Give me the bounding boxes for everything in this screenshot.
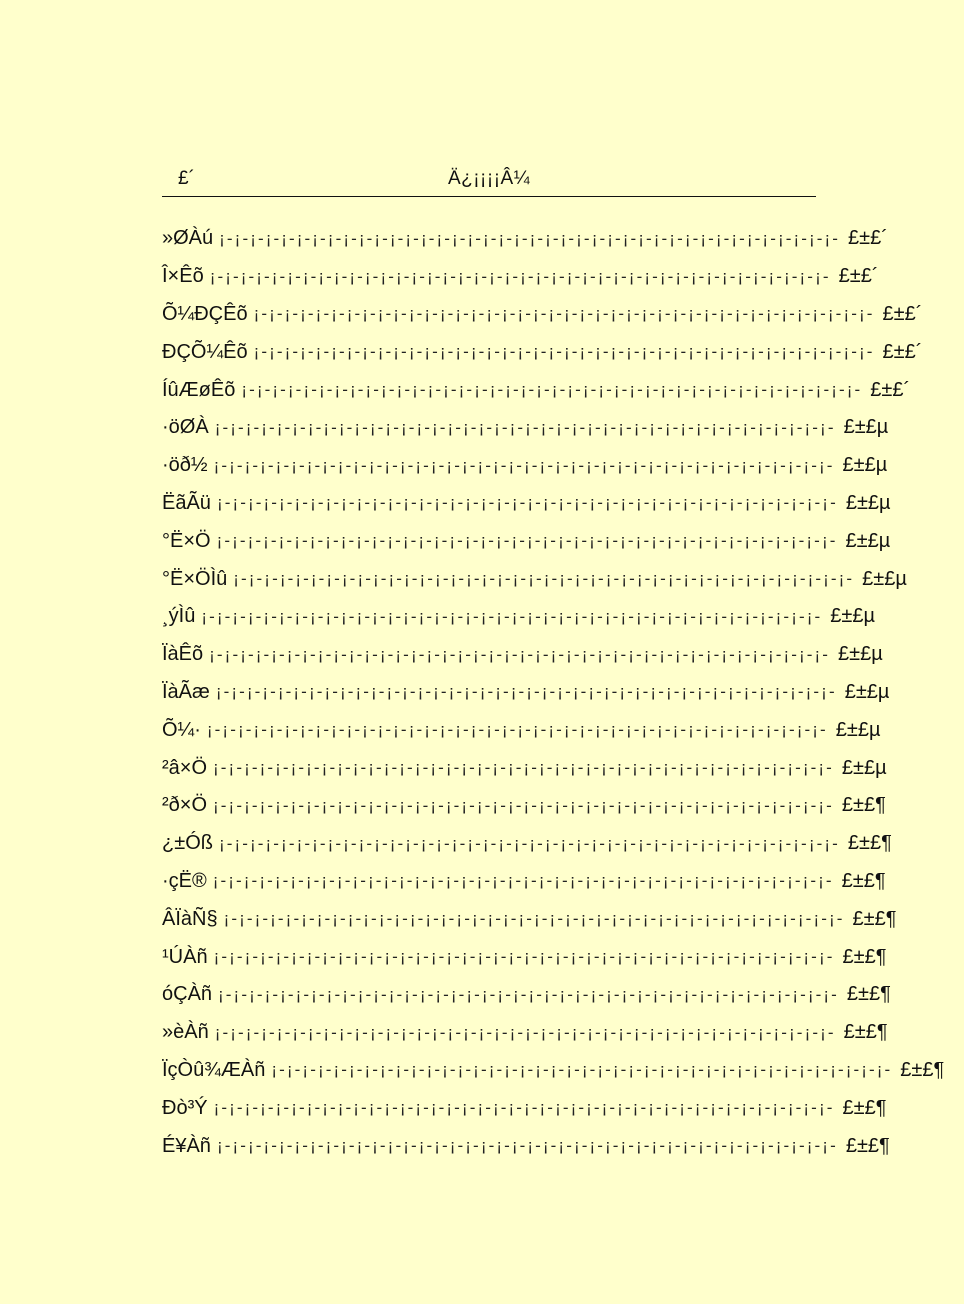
toc-entry-title: ËãÃü — [162, 491, 211, 514]
toc-entry-title: Ðò³Ý — [162, 1096, 208, 1119]
toc-entry[interactable] — [162, 333, 923, 371]
toc-entry[interactable] — [162, 711, 881, 749]
toc-dot-leader: ¡-¡-¡-¡-¡-¡-¡-¡-¡-¡-¡-¡-¡-¡-¡-¡-¡-¡-¡-¡-¡-¡-¡-¡-¡-¡-¡-¡-¡-¡-¡-¡-¡-¡-¡-¡-¡-¡-¡-¡- — [214, 1022, 836, 1042]
toc-entry-title: ·öð½ — [162, 454, 208, 477]
toc-entry-page: £±£µ — [844, 680, 890, 703]
toc-entry-title: ÏàÊõ — [162, 643, 204, 666]
toc-entry-title: ÐÇÕ¼Êõ — [162, 340, 248, 363]
toc-entry-title: ¿±Óß — [162, 832, 213, 855]
toc-dot-leader: ¡-¡-¡-¡-¡-¡-¡-¡-¡-¡-¡-¡-¡-¡-¡-¡-¡-¡-¡-¡-¡-¡-¡-¡-¡-¡-¡-¡-¡-¡-¡-¡-¡-¡-¡-¡-¡-¡-¡-¡- — [271, 1060, 893, 1080]
toc-dot-leader: ¡-¡-¡-¡-¡-¡-¡-¡-¡-¡-¡-¡-¡-¡-¡-¡-¡-¡-¡-¡-¡-¡-¡-¡-¡-¡-¡-¡-¡-¡-¡-¡-¡-¡-¡-¡-¡-¡-¡-¡- — [209, 266, 831, 286]
toc-entry[interactable] — [162, 522, 891, 560]
toc-entry[interactable] — [162, 749, 887, 787]
toc-entry-page: £±£µ — [843, 416, 889, 439]
toc-entry[interactable] — [162, 485, 891, 523]
toc-dot-leader: ¡-¡-¡-¡-¡-¡-¡-¡-¡-¡-¡-¡-¡-¡-¡-¡-¡-¡-¡-¡-¡-¡-¡-¡-¡-¡-¡-¡-¡-¡-¡-¡-¡-¡-¡-¡-¡-¡-¡-¡- — [216, 493, 838, 513]
toc-entry-page: £±£¶ — [842, 945, 887, 968]
toc-entry[interactable] — [162, 560, 907, 598]
toc-entry-page: £±£µ — [830, 605, 875, 628]
toc-entry[interactable] — [162, 296, 923, 334]
toc-entry-page: £±£´ — [882, 302, 923, 325]
toc-entry[interactable] — [162, 976, 891, 1014]
toc-entry[interactable] — [162, 636, 883, 674]
toc-dot-leader: ¡-¡-¡-¡-¡-¡-¡-¡-¡-¡-¡-¡-¡-¡-¡-¡-¡-¡-¡-¡-¡-¡-¡-¡-¡-¡-¡-¡-¡-¡-¡-¡-¡-¡-¡-¡-¡-¡-¡-¡- — [209, 644, 831, 664]
toc-entry-title: ·çË® — [162, 869, 207, 892]
toc-dot-leader: ¡-¡-¡-¡-¡-¡-¡-¡-¡-¡-¡-¡-¡-¡-¡-¡-¡-¡-¡-¡-¡-¡-¡-¡-¡-¡-¡-¡-¡-¡-¡-¡-¡-¡-¡-¡-¡-¡-¡-¡- — [241, 380, 863, 400]
toc-dot-leader: ¡-¡-¡-¡-¡-¡-¡-¡-¡-¡-¡-¡-¡-¡-¡-¡-¡-¡-¡-¡-¡-¡-¡-¡-¡-¡-¡-¡-¡-¡-¡-¡-¡-¡-¡-¡-¡-¡-¡-¡- — [213, 758, 834, 778]
toc-dot-leader: ¡-¡-¡-¡-¡-¡-¡-¡-¡-¡-¡-¡-¡-¡-¡-¡-¡-¡-¡-¡-¡-¡-¡-¡-¡-¡-¡-¡-¡-¡-¡-¡-¡-¡-¡-¡-¡-¡-¡-¡- — [216, 531, 838, 551]
toc-entry-page: £±£¶ — [847, 832, 892, 855]
toc-entry-page: £±£µ — [845, 491, 891, 514]
toc-entry-title: Î×Êõ — [162, 265, 204, 288]
toc-dot-leader: ¡-¡-¡-¡-¡-¡-¡-¡-¡-¡-¡-¡-¡-¡-¡-¡-¡-¡-¡-¡-¡-¡-¡-¡-¡-¡-¡-¡-¡-¡-¡-¡-¡-¡-¡-¡-¡-¡-¡-¡- — [218, 833, 840, 853]
toc-entry[interactable] — [162, 220, 888, 258]
toc-entry[interactable] — [162, 1127, 890, 1165]
toc-entry[interactable] — [162, 447, 888, 485]
toc-entry-title: ÏçÒû¾ÆÀñ — [162, 1058, 266, 1081]
toc-dot-leader: ¡-¡-¡-¡-¡-¡-¡-¡-¡-¡-¡-¡-¡-¡-¡-¡-¡-¡-¡-¡-¡-¡-¡-¡-¡-¡-¡-¡-¡-¡-¡-¡-¡-¡-¡-¡-¡-¡-¡-¡- — [218, 984, 839, 1004]
toc-entry-page: £±£´ — [870, 378, 911, 401]
toc-entry[interactable] — [162, 900, 897, 938]
toc-entry[interactable] — [162, 674, 890, 712]
toc-entry-page: £±£µ — [838, 643, 883, 666]
toc-dot-leader: ¡-¡-¡-¡-¡-¡-¡-¡-¡-¡-¡-¡-¡-¡-¡-¡-¡-¡-¡-¡-¡-¡-¡-¡-¡-¡-¡-¡-¡-¡-¡-¡-¡-¡-¡-¡-¡-¡-¡-¡- — [201, 606, 823, 626]
toc-entry-title: ÏàÃæ — [162, 680, 210, 703]
toc-entry-page: £±£µ — [845, 529, 891, 552]
toc-entry-page: £±£¶ — [845, 1134, 890, 1157]
toc-entry-page: £±£¶ — [900, 1058, 945, 1081]
toc-entry-title: É¥Àñ — [162, 1134, 211, 1157]
toc-entry-title: ÍûÆøÊõ — [162, 378, 236, 401]
toc-dot-leader: ¡-¡-¡-¡-¡-¡-¡-¡-¡-¡-¡-¡-¡-¡-¡-¡-¡-¡-¡-¡-¡-¡-¡-¡-¡-¡-¡-¡-¡-¡-¡-¡-¡-¡-¡-¡-¡-¡-¡-¡- — [233, 569, 855, 589]
toc-dot-leader: ¡-¡-¡-¡-¡-¡-¡-¡-¡-¡-¡-¡-¡-¡-¡-¡-¡-¡-¡-¡-¡-¡-¡-¡-¡-¡-¡-¡-¡-¡-¡-¡-¡-¡-¡-¡-¡-¡-¡-¡- — [253, 304, 875, 324]
toc-entry-title: Õ¼ÐÇÊõ — [162, 302, 248, 325]
toc-entry-page: £±£¶ — [841, 869, 886, 892]
toc-dot-leader: ¡-¡-¡-¡-¡-¡-¡-¡-¡-¡-¡-¡-¡-¡-¡-¡-¡-¡-¡-¡-¡-¡-¡-¡-¡-¡-¡-¡-¡-¡-¡-¡-¡-¡-¡-¡-¡-¡-¡-¡- — [206, 720, 828, 740]
toc-dot-leader: ¡-¡-¡-¡-¡-¡-¡-¡-¡-¡-¡-¡-¡-¡-¡-¡-¡-¡-¡-¡-¡-¡-¡-¡-¡-¡-¡-¡-¡-¡-¡-¡-¡-¡-¡-¡-¡-¡-¡-¡- — [216, 1136, 838, 1156]
toc-entry-title: ·öØÀ — [162, 416, 209, 439]
toc-entry-title: »èÀñ — [162, 1021, 209, 1044]
toc-entry-page: £±£¶ — [841, 794, 886, 817]
toc-entry-title: Õ¼· — [162, 718, 201, 741]
page-title: Ä¿¡¡¡¡Â¼ — [447, 168, 531, 189]
toc-dot-leader: ¡-¡-¡-¡-¡-¡-¡-¡-¡-¡-¡-¡-¡-¡-¡-¡-¡-¡-¡-¡-¡-¡-¡-¡-¡-¡-¡-¡-¡-¡-¡-¡-¡-¡-¡-¡-¡-¡-¡-¡- — [213, 795, 834, 815]
page-number: £´ — [178, 168, 195, 189]
toc-entry-page: £±£µ — [842, 454, 888, 477]
toc-entry-page: £±£µ — [862, 567, 907, 590]
toc-dot-leader: ¡-¡-¡-¡-¡-¡-¡-¡-¡-¡-¡-¡-¡-¡-¡-¡-¡-¡-¡-¡-¡-¡-¡-¡-¡-¡-¡-¡-¡-¡-¡-¡-¡-¡-¡-¡-¡-¡-¡-¡- — [253, 342, 875, 362]
toc-entry[interactable] — [162, 787, 886, 825]
toc-entry-page: £±£´ — [848, 227, 888, 250]
toc-dot-leader: ¡-¡-¡-¡-¡-¡-¡-¡-¡-¡-¡-¡-¡-¡-¡-¡-¡-¡-¡-¡-¡-¡-¡-¡-¡-¡-¡-¡-¡-¡-¡-¡-¡-¡-¡-¡-¡-¡-¡-¡- — [223, 909, 845, 929]
toc-entry-title: »ØÀú — [162, 227, 214, 250]
toc-dot-leader: ¡-¡-¡-¡-¡-¡-¡-¡-¡-¡-¡-¡-¡-¡-¡-¡-¡-¡-¡-¡-¡-¡-¡-¡-¡-¡-¡-¡-¡-¡-¡-¡-¡-¡-¡-¡-¡-¡-¡-¡- — [215, 682, 837, 702]
toc-dot-leader: ¡-¡-¡-¡-¡-¡-¡-¡-¡-¡-¡-¡-¡-¡-¡-¡-¡-¡-¡-¡-¡-¡-¡-¡-¡-¡-¡-¡-¡-¡-¡-¡-¡-¡-¡-¡-¡-¡-¡-¡- — [213, 947, 835, 967]
toc-entry-page: £±£¶ — [846, 983, 891, 1006]
toc-entry[interactable] — [162, 371, 911, 409]
toc-entry-title: ¹ÚÀñ — [162, 945, 208, 968]
toc-entry-title: ²â×Ö — [162, 756, 208, 779]
toc-entry-title: ²ð×Ö — [162, 794, 208, 817]
toc-dot-leader: ¡-¡-¡-¡-¡-¡-¡-¡-¡-¡-¡-¡-¡-¡-¡-¡-¡-¡-¡-¡-¡-¡-¡-¡-¡-¡-¡-¡-¡-¡-¡-¡-¡-¡-¡-¡-¡-¡-¡-¡- — [213, 455, 835, 475]
page-header — [162, 166, 816, 197]
toc-entry[interactable] — [162, 598, 875, 636]
table-of-contents — [162, 220, 945, 1165]
toc-entry-title: °Ë×ÖÌû — [162, 567, 228, 590]
toc-entry-page: £±£¶ — [852, 907, 897, 930]
toc-dot-leader: ¡-¡-¡-¡-¡-¡-¡-¡-¡-¡-¡-¡-¡-¡-¡-¡-¡-¡-¡-¡-¡-¡-¡-¡-¡-¡-¡-¡-¡-¡-¡-¡-¡-¡-¡-¡-¡-¡-¡-¡- — [212, 871, 834, 891]
toc-entry[interactable] — [162, 1014, 888, 1052]
toc-dot-leader: ¡-¡-¡-¡-¡-¡-¡-¡-¡-¡-¡-¡-¡-¡-¡-¡-¡-¡-¡-¡-¡-¡-¡-¡-¡-¡-¡-¡-¡-¡-¡-¡-¡-¡-¡-¡-¡-¡-¡-¡- — [214, 417, 836, 437]
toc-entry-page: £±£´ — [882, 340, 923, 363]
toc-entry-title: óÇÀñ — [162, 983, 213, 1006]
toc-entry-page: £±£¶ — [843, 1021, 888, 1044]
toc-entry-title: °Ë×Ö — [162, 529, 211, 552]
toc-entry[interactable] — [162, 863, 886, 901]
toc-entry-title: ¸ýÌû — [162, 605, 196, 628]
toc-entry-page: £±£¶ — [842, 1096, 887, 1119]
toc-entry[interactable] — [162, 938, 887, 976]
toc-entry[interactable] — [162, 258, 879, 296]
toc-entry[interactable] — [162, 825, 892, 863]
toc-entry[interactable] — [162, 409, 889, 447]
toc-entry-page: £±£´ — [838, 265, 879, 288]
toc-entry[interactable] — [162, 1089, 887, 1127]
toc-entry-title: ÂÏàÑ§ — [162, 907, 218, 930]
toc-dot-leader: ¡-¡-¡-¡-¡-¡-¡-¡-¡-¡-¡-¡-¡-¡-¡-¡-¡-¡-¡-¡-¡-¡-¡-¡-¡-¡-¡-¡-¡-¡-¡-¡-¡-¡-¡-¡-¡-¡-¡-¡- — [219, 228, 841, 248]
toc-entry-page: £±£µ — [841, 756, 887, 779]
toc-dot-leader: ¡-¡-¡-¡-¡-¡-¡-¡-¡-¡-¡-¡-¡-¡-¡-¡-¡-¡-¡-¡-¡-¡-¡-¡-¡-¡-¡-¡-¡-¡-¡-¡-¡-¡-¡-¡-¡-¡-¡-¡- — [213, 1098, 835, 1118]
toc-entry[interactable] — [162, 1052, 945, 1090]
toc-entry-page: £±£µ — [835, 718, 881, 741]
